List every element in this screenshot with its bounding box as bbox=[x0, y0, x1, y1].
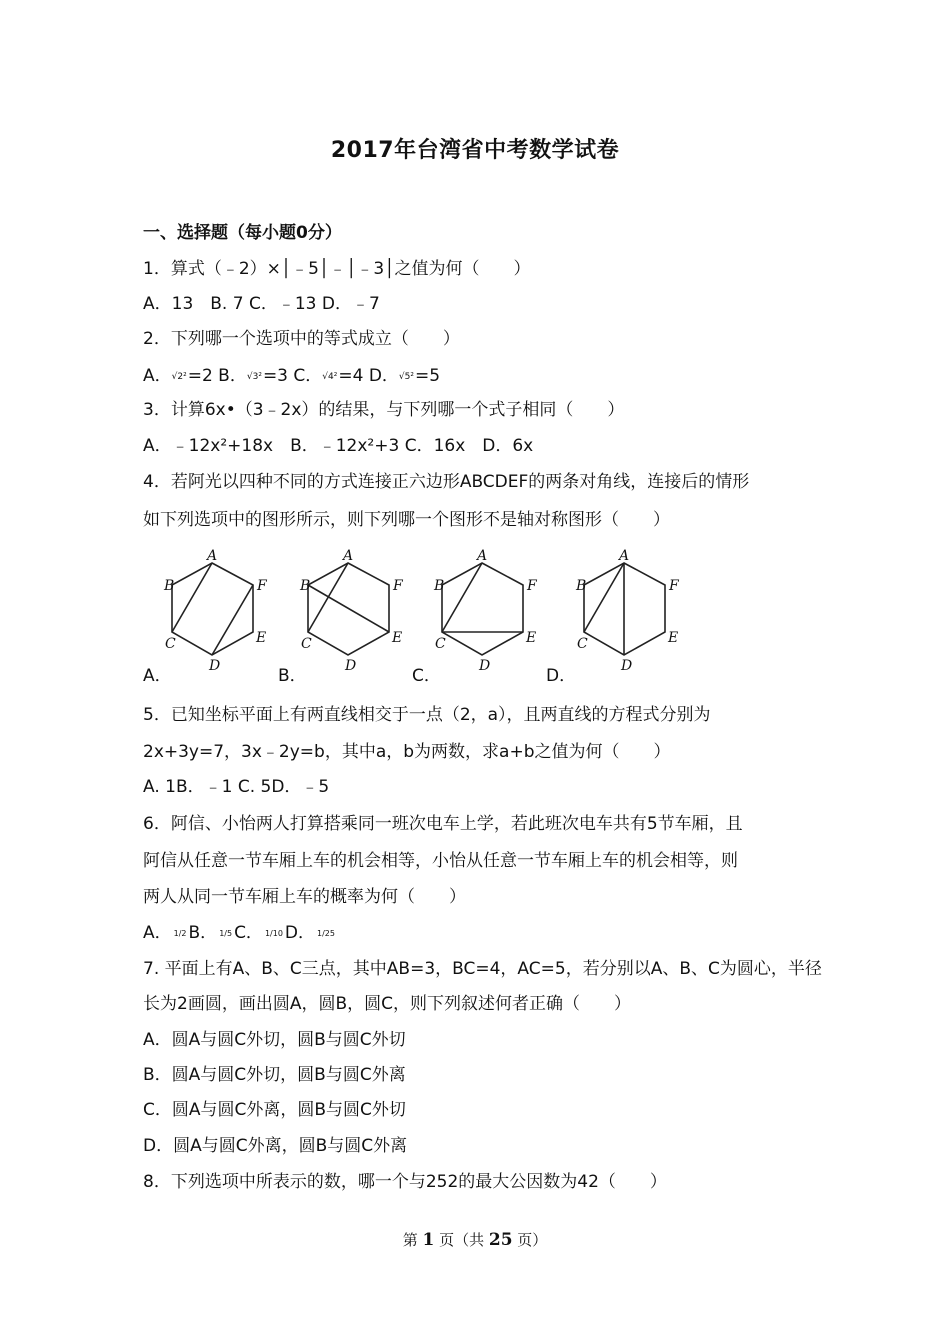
q1-stem: 1．算式（﹣2）×│﹣5│﹣│﹣3│之值为何（ ） bbox=[143, 259, 531, 279]
hexagon-figure-a bbox=[160, 548, 285, 678]
hexagon-figure-b bbox=[296, 548, 421, 678]
q5-stem-line1: 5．已知坐标平面上有两直线相交于一点（2，a），且两直线的方程式分别为 bbox=[143, 705, 711, 725]
q4-option-c-label: C． bbox=[412, 666, 441, 686]
fraction-d: 1/25 bbox=[317, 929, 335, 938]
q1-options: A．13 B. 7 C．﹣13 D．﹣7 bbox=[143, 294, 380, 314]
q4-option-d-label: D． bbox=[546, 666, 577, 686]
q8-stem: 8．下列选项中所表示的数，哪一个与252的最大公因数为42（ ） bbox=[143, 1172, 667, 1192]
q4-stem-line1: 4．若阿光以四种不同的方式连接正六边形ABCDEF的两条对角线，连接后的情形 bbox=[143, 472, 750, 492]
svg-text:F: F bbox=[393, 578, 403, 594]
svg-text:E: E bbox=[392, 630, 403, 646]
page-footer: 第 1 页（共 25 页） bbox=[402, 1230, 548, 1250]
svg-text:B: B bbox=[576, 578, 587, 594]
svg-text:B: B bbox=[434, 578, 445, 594]
q3-stem: 3．计算6x•（3﹣2x）的结果，与下列哪一个式子相同（ ） bbox=[143, 400, 625, 420]
page-title: 2017年台湾省中考数学试卷 bbox=[330, 138, 620, 163]
svg-text:E: E bbox=[668, 630, 679, 646]
q6-stem-line1: 6．阿信、小怡两人打算搭乘同一班次电车上学，若此班次电车共有5节车厢，且 bbox=[143, 814, 743, 834]
current-page-number: 1 bbox=[422, 1230, 435, 1250]
hexagon-figure-d bbox=[572, 548, 697, 678]
q7-option-a: A．圆A与圆C外切，圆B与圆C外切 bbox=[143, 1030, 406, 1050]
svg-text:F: F bbox=[257, 578, 267, 594]
svg-text:A: A bbox=[477, 548, 488, 564]
fraction-a: 1/2 bbox=[173, 929, 187, 938]
q5-options: A. 1B．﹣1 C. 5D．﹣5 bbox=[143, 777, 330, 797]
q6-stem-line3: 两人从同一节车厢上车的概率为何（ ） bbox=[143, 887, 466, 907]
sqrt-5-squared: √5² bbox=[398, 372, 414, 382]
section-heading: 一、选择题（每小题0分） bbox=[143, 223, 342, 243]
svg-text:A: A bbox=[207, 548, 218, 564]
svg-text:C: C bbox=[577, 636, 588, 652]
svg-text:A: A bbox=[619, 548, 630, 564]
svg-text:C: C bbox=[165, 636, 176, 652]
hexagon-figure-c bbox=[430, 548, 555, 678]
q7-option-b: B．圆A与圆C外切，圆B与圆C外离 bbox=[143, 1065, 406, 1085]
q7-option-d: D．圆A与圆C外离，圆B与圆C外离 bbox=[143, 1136, 408, 1156]
sqrt-4-squared: √4² bbox=[322, 372, 338, 382]
q7-stem-line2: 长为2画圆，画出圆A，圆B，圆C，则下列叙述何者正确（ ） bbox=[143, 994, 631, 1014]
svg-text:F: F bbox=[669, 578, 679, 594]
svg-text:D: D bbox=[345, 658, 357, 674]
q6-options: A． 1/2 B． 1/5 C． 1/10 D． 1/25 bbox=[143, 923, 335, 943]
svg-text:D: D bbox=[209, 658, 221, 674]
q4-stem-line2: 如下列选项中的图形所示，则下列哪一个图形不是轴对称图形（ ） bbox=[143, 510, 670, 530]
svg-text:D: D bbox=[479, 658, 491, 674]
total-page-count: 25 bbox=[488, 1230, 513, 1250]
svg-text:C: C bbox=[435, 636, 446, 652]
sqrt-3-squared: √3² bbox=[246, 372, 262, 382]
svg-text:F: F bbox=[527, 578, 537, 594]
svg-text:E: E bbox=[256, 630, 267, 646]
q3-options: A．﹣12x²+18x B．﹣12x²+3 C．16x D．6x bbox=[143, 436, 534, 456]
svg-text:E: E bbox=[526, 630, 537, 646]
q7-option-c: C．圆A与圆C外离，圆B与圆C外切 bbox=[143, 1100, 406, 1120]
fraction-b: 1/5 bbox=[219, 929, 233, 938]
fraction-c: 1/10 bbox=[264, 929, 283, 938]
q7-stem-line1: 7. 平面上有A、B、C三点，其中AB=3，BC=4，AC=5，若分别以A、B、C为圆心，半径 bbox=[143, 959, 822, 979]
q5-stem-line2: 2x+3y=7，3x﹣2y=b，其中a，b为两数，求a+b之值为何（ ） bbox=[143, 742, 671, 762]
svg-text:C: C bbox=[301, 636, 312, 652]
q2-options: A．√2²=2 B．√3²=3 C．√4²=4 D．√5²=5 bbox=[143, 366, 441, 386]
svg-text:B: B bbox=[164, 578, 175, 594]
svg-text:B: B bbox=[300, 578, 311, 594]
q4-option-a-label: A． bbox=[143, 666, 172, 686]
svg-text:D: D bbox=[621, 658, 633, 674]
q6-stem-line2: 阿信从任意一节车厢上车的机会相等，小怡从任意一节车厢上车的机会相等，则 bbox=[143, 851, 738, 871]
q2-stem: 2．下列哪一个选项中的等式成立（ ） bbox=[143, 329, 460, 349]
svg-text:A: A bbox=[343, 548, 354, 564]
q4-option-b-label: B． bbox=[278, 666, 307, 686]
sqrt-2-squared: √2² bbox=[171, 372, 187, 382]
